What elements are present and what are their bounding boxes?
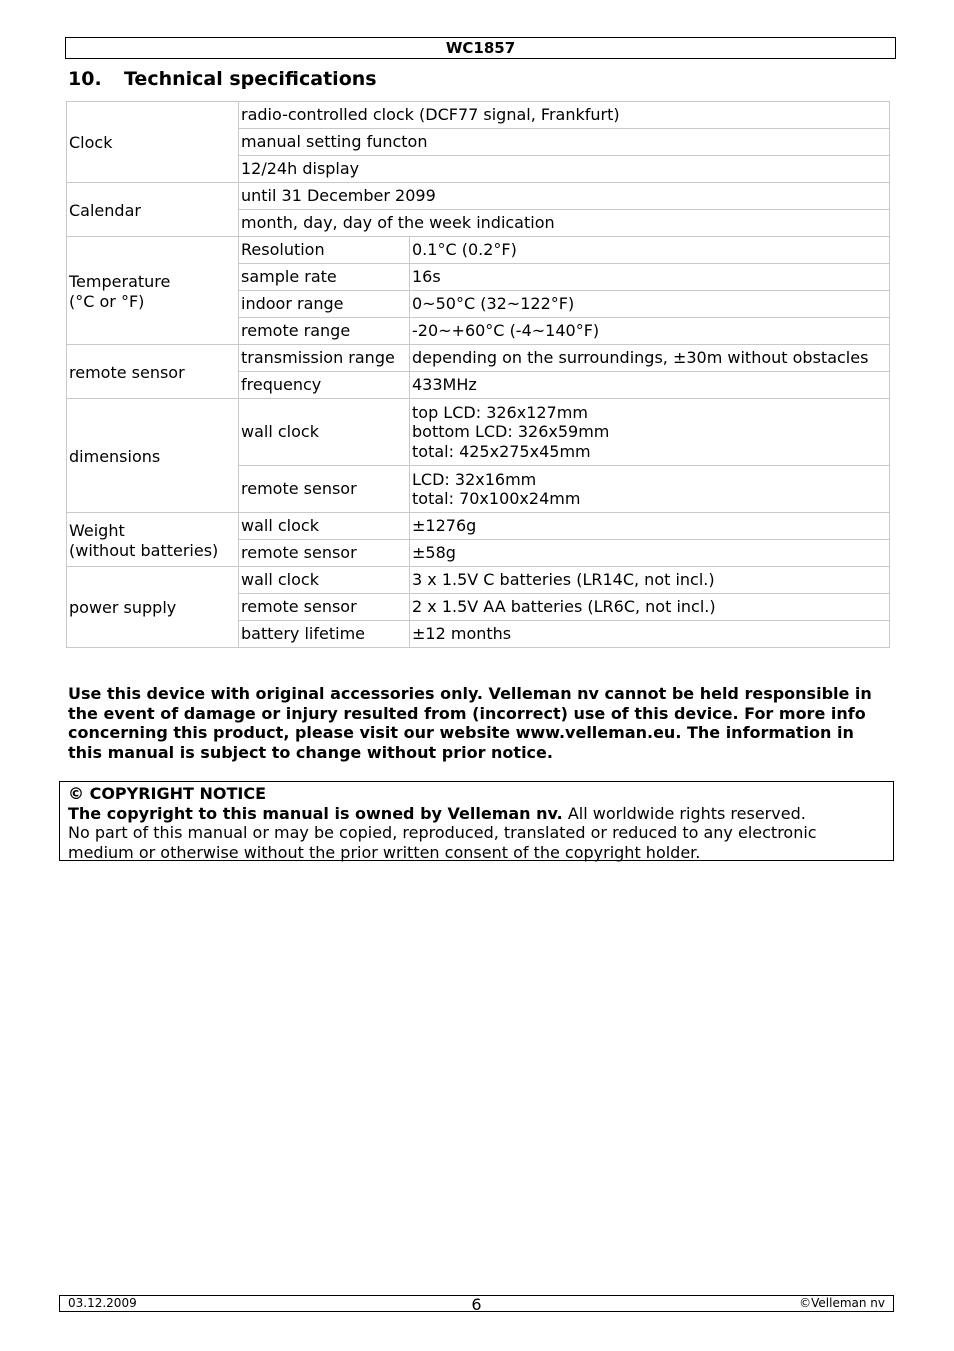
spec-category-temperature: Temperature (°C or °F) [67, 237, 239, 345]
section-number: 10. [68, 68, 102, 90]
spec-value: ±58g [410, 540, 890, 567]
copyright-owner: The copyright to this manual is owned by Velleman nv. [68, 803, 563, 823]
spec-value: -20~+60°C (-4~140°F) [410, 318, 890, 345]
spec-value: 2 x 1.5V AA batteries (LR6C, not incl.) [410, 594, 890, 621]
usage-notice: Use this device with original accessories only. Velleman nv cannot be held responsible in the event of damage or injury resulted from (incorrect) use of this device. For more info concerning this product, please visit our website www.velleman.eu. The information in this manual is subject to change without prior notice. [68, 684, 872, 762]
spec-category-dimensions: dimensions [67, 399, 239, 513]
footer-date: 03.12.2009 [68, 1296, 137, 1310]
spec-value: radio-controlled clock (DCF77 signal, Frankfurt) [239, 102, 890, 129]
spec-name: remote sensor [239, 466, 410, 513]
table-row [67, 102, 890, 129]
spec-value: 16s [410, 264, 890, 291]
spec-value: top LCD: 326x127mm bottom LCD: 326x59mm total: 425x275x45mm [410, 399, 890, 466]
spec-value: ±1276g [410, 513, 890, 540]
table-row [67, 183, 890, 210]
table-row [67, 513, 890, 540]
copyright-rights: All worldwide rights reserved. [562, 803, 806, 823]
spec-value: LCD: 32x16mm total: 70x100x24mm [410, 466, 890, 513]
spec-category-calendar: Calendar [67, 183, 239, 237]
spec-name: transmission range [239, 345, 410, 372]
table-row [67, 567, 890, 594]
copyright-title: © COPYRIGHT NOTICE [68, 784, 267, 803]
spec-value: 3 x 1.5V C batteries (LR14C, not incl.) [410, 567, 890, 594]
copyright-owner-line [68, 804, 885, 824]
spec-category-clock: Clock [67, 102, 239, 183]
spec-name: wall clock [239, 567, 410, 594]
spec-value: 12/24h display [239, 156, 890, 183]
spec-value: ±12 months [410, 621, 890, 648]
spec-name: sample rate [239, 264, 410, 291]
spec-value: month, day, day of the week indication [239, 210, 890, 237]
page-footer [59, 1295, 894, 1312]
spec-name: indoor range [239, 291, 410, 318]
spec-name: Resolution [239, 237, 410, 264]
table-row [67, 345, 890, 372]
spec-name: remote sensor [239, 540, 410, 567]
spec-value: until 31 December 2099 [239, 183, 890, 210]
footer-owner: ©Velleman nv [799, 1296, 885, 1310]
header-model: WC1857 [65, 37, 896, 59]
spec-value: manual setting functon [239, 129, 890, 156]
spec-value: 433MHz [410, 372, 890, 399]
spec-name: remote range [239, 318, 410, 345]
specs-table [66, 101, 890, 648]
spec-value: 0~50°C (32~122°F) [410, 291, 890, 318]
spec-category-power-supply: power supply [67, 567, 239, 648]
spec-name: battery lifetime [239, 621, 410, 648]
section-title-text: Technical specifications [124, 68, 377, 90]
spec-name: wall clock [239, 513, 410, 540]
spec-value: depending on the surroundings, ±30m without obstacles [410, 345, 890, 372]
copyright-body: No part of this manual or may be copied, reproduced, translated or reduced to any electronic medium or otherwise without the prior written consent of the copyright holder. [68, 823, 817, 862]
spec-name: remote sensor [239, 594, 410, 621]
spec-name: frequency [239, 372, 410, 399]
table-row [67, 237, 890, 264]
footer-page-number: 6 [471, 1295, 482, 1314]
spec-category-remote-sensor: remote sensor [67, 345, 239, 399]
spec-value: 0.1°C (0.2°F) [410, 237, 890, 264]
copyright-notice [59, 781, 894, 861]
spec-category-weight: Weight (without batteries) [67, 513, 239, 567]
section-title [68, 68, 377, 90]
spec-name: wall clock [239, 399, 410, 466]
table-row [67, 399, 890, 466]
